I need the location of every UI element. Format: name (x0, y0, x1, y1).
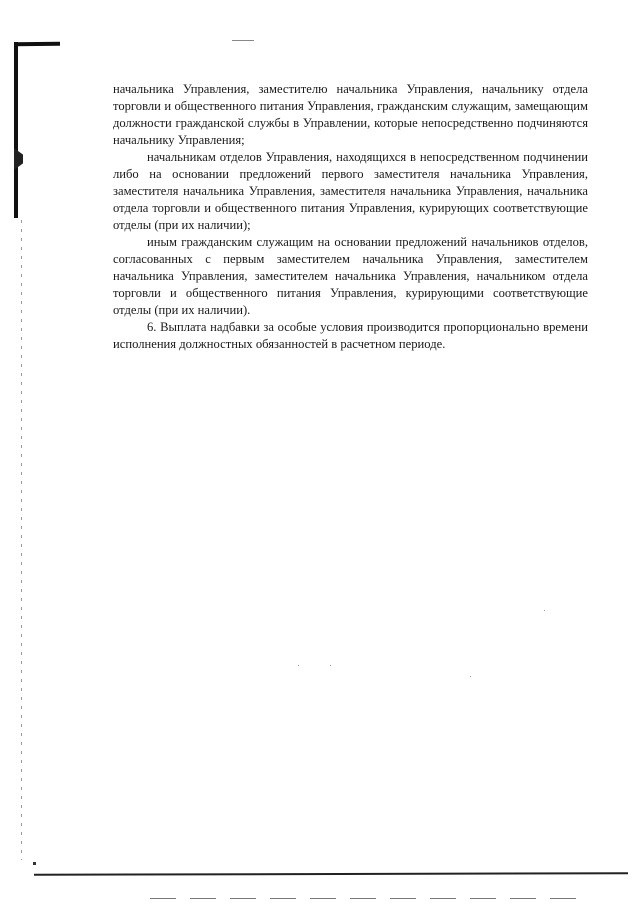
scan-bottom-line (34, 872, 628, 876)
scan-speck (470, 676, 471, 677)
scan-speck (298, 665, 299, 666)
scan-bracket-top (14, 42, 60, 46)
scan-mark (232, 40, 254, 41)
scan-speck (544, 610, 545, 611)
paragraph-department-heads: начальникам отделов Управления, находящихся в непосредственном подчинении либо на основании предложений первого заместителя начальника Управления, заместителя начальника Управления, заместителя начальника Управления, начальника отдела торговли и общественного питания Управления, курирующих соответствующие отделы (при их наличии); (113, 150, 588, 232)
scan-left-edge (21, 220, 22, 860)
document-body (113, 81, 588, 353)
scan-bracket-nub (14, 148, 23, 170)
scan-bracket-side (14, 42, 18, 218)
paragraph-continuation: начальника Управления, заместителю начальника Управления, начальнику отдела торговли и общественного питания Управления, гражданским служащим, замещающим должности гражданской службы в Управлении, которые непосредственно подчиняются начальнику Управления; (113, 82, 588, 147)
paragraph-item-6: 6. Выплата надбавки за особые условия производится пропорционально времени исполнения должностных обязанностей в расчетном периоде. (113, 320, 588, 351)
scan-dot (33, 862, 36, 865)
paragraph-other-employees: иным гражданским служащим на основании предложений начальников отделов, согласованных с первым заместителем начальника Управления, заместителем начальника Управления, заместителем начальника Управления, начальником отдела торговли и общественного питания Управления, курирующими соответствующие отделы (при их наличии). (113, 235, 588, 317)
scan-bottom-edge (150, 898, 590, 899)
scan-speck (330, 665, 331, 666)
